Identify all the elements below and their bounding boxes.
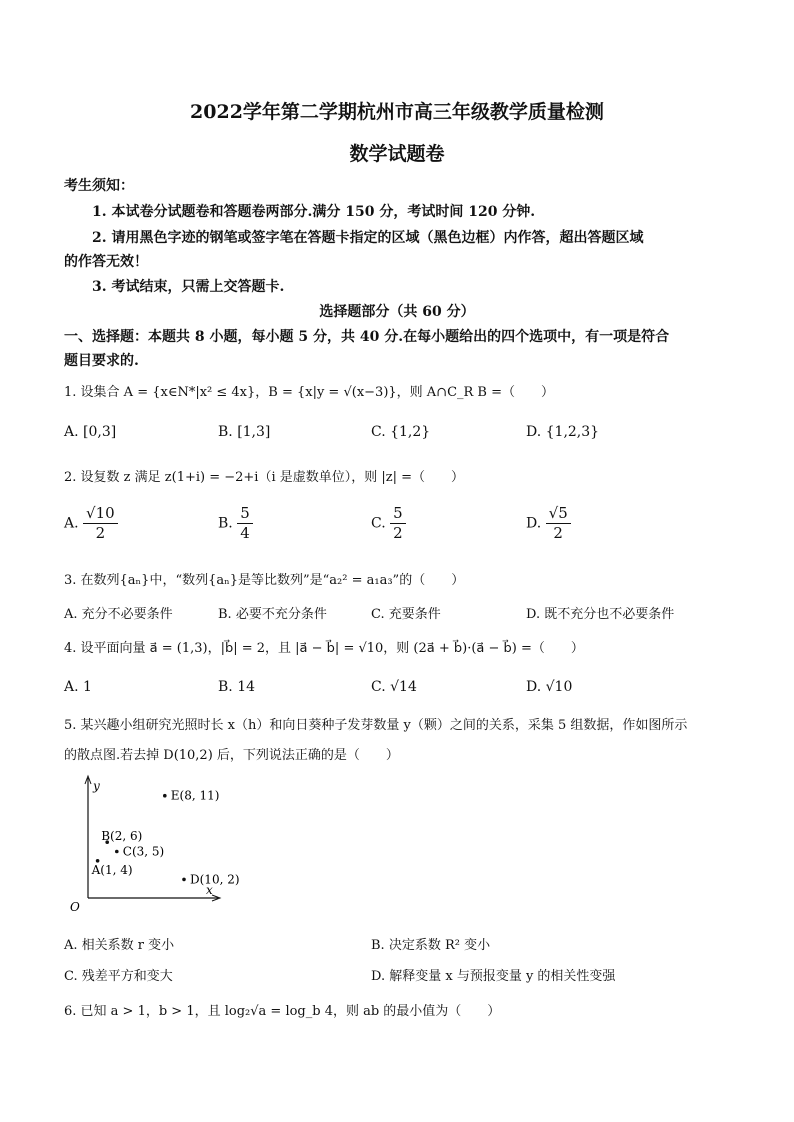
question-3-option-a: A. 充分不必要条件 <box>64 607 173 622</box>
data-point-label: A(1, 4) <box>91 862 133 877</box>
exam-subtitle: 数学试题卷 <box>349 143 445 165</box>
section-instructions: 一、选择题：本题共 8 小题，每小题 5 分，共 40 分.在每小题给出的四个选项中，有一项是符合 <box>64 329 670 345</box>
question-3-option-c: C. 充要条件 <box>371 607 441 622</box>
section-title: 选择题部分（共 60 分） <box>319 304 475 320</box>
question-5-option-b: B. 决定系数 R² 变小 <box>371 938 491 953</box>
data-point-label: E(8, 11) <box>170 788 220 803</box>
question-2-option-c: C. $\frac{5}{2}$ <box>371 504 406 543</box>
exam-title: 2022学年第二学期杭州市高三年级教学质量检测 <box>190 101 604 123</box>
section-instructions-cont: 题目要求的. <box>64 353 139 369</box>
question-3-option-b: B. 必要不充分条件 <box>218 607 327 622</box>
question-2-option-a: A. $\frac{√10}{2}$ <box>64 504 118 543</box>
question-4-stem: 4. 设平面向量 a⃗ = (1,3)，|b⃗| = 2，且 |a⃗ − b⃗| = √10，则 (2a⃗ + b⃗)·(a⃗ − b⃗) =（ ） <box>64 641 584 656</box>
origin-label: O <box>70 900 80 914</box>
question-1-option-c: C. {1,2} <box>371 424 431 440</box>
data-point-d <box>182 878 186 882</box>
question-2-option-b: B. $\frac{5}{4}$ <box>218 504 253 543</box>
question-4-option-a: A. 1 <box>64 679 92 695</box>
scatter-plot <box>60 772 240 922</box>
question-4-option-b: B. 14 <box>218 679 256 695</box>
data-point-e <box>163 794 167 798</box>
notice-item-1: 1. 本试卷分试题卷和答题卷两部分.满分 150 分，考试时间 120 分钟. <box>92 204 536 220</box>
notice-item-2-cont: 的作答无效！ <box>64 254 148 270</box>
question-5-option-a: A. 相关系数 r 变小 <box>64 938 175 953</box>
question-4-option-c: C. √14 <box>371 679 417 695</box>
data-point-c <box>115 850 119 854</box>
question-2-option-d: D. $\frac{√5}{2}$ <box>526 504 571 543</box>
question-3-option-d: D. 既不充分也不必要条件 <box>526 607 675 622</box>
question-5-stem: 5. 某兴趣小组研究光照时长 x（h）和向日葵种子发芽数量 y（颗）之间的关系，采集 5 组数据，作如图所示 <box>64 718 688 733</box>
question-5-option-c: C. 残差平方和变大 <box>64 969 173 984</box>
x-axis-label: x <box>206 883 213 897</box>
notice-heading: 考生须知： <box>64 178 134 194</box>
question-5-stem-cont: 的散点图.若去掉 D(10,2) 后，下列说法正确的是（ ） <box>64 748 399 763</box>
question-6-stem: 6. 已知 a > 1，b > 1，且 log₂√a = log_b 4，则 ab 的最小值为（ ） <box>64 1004 501 1019</box>
question-1-option-a: A. [0,3] <box>64 424 117 440</box>
question-2-stem: 2. 设复数 z 满足 z(1+i) = −2+i（i 是虚数单位），则 |z| =（ ） <box>64 470 465 485</box>
data-point-label: D(10, 2) <box>190 872 240 887</box>
notice-item-2: 2. 请用黑色字迹的钢笔或签字笔在答题卡指定的区域（黑色边框）内作答，超出答题区域 <box>92 230 644 246</box>
notice-item-3: 3. 考试结束，只需上交答题卡. <box>92 279 285 295</box>
question-1-option-d: D. {1,2,3} <box>526 424 600 440</box>
data-point-label: B(2, 6) <box>101 829 143 844</box>
y-axis-label: y <box>93 779 100 793</box>
question-1-stem: 1. 设集合 A = {x∈N*|x² ≤ 4x}，B = {x|y = √(x−3)}，则 A∩C_R B =（ ） <box>64 385 555 400</box>
question-3-stem: 3. 在数列{aₙ}中，“数列{aₙ}是等比数列”是“a₂² = a₁a₃”的（ ） <box>64 573 465 588</box>
question-4-option-d: D. √10 <box>526 679 573 695</box>
question-5-option-d: D. 解释变量 x 与预报变量 y 的相关性变强 <box>371 969 616 984</box>
question-1-option-b: B. [1,3] <box>218 424 271 440</box>
data-point-label: C(3, 5) <box>122 844 165 859</box>
